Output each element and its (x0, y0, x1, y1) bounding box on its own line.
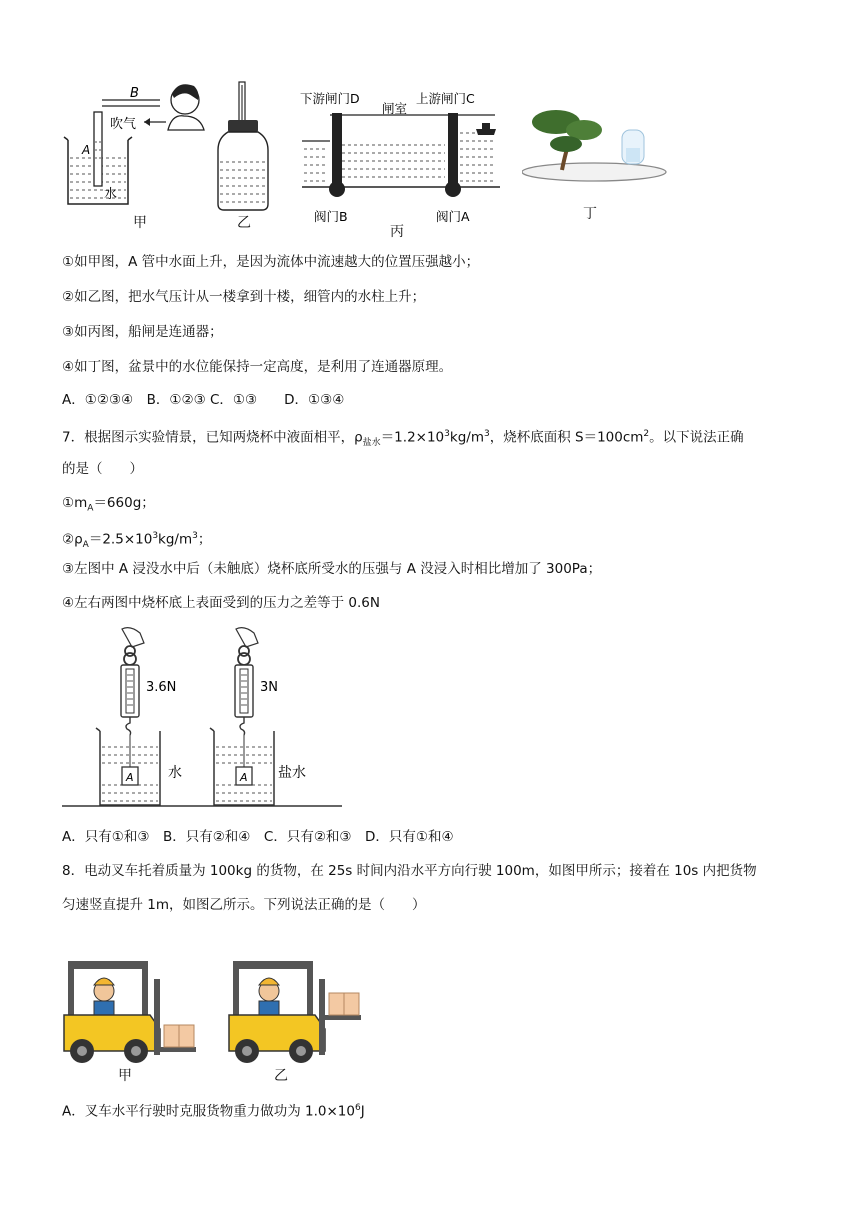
q6-statement-4: ④如丁图，盆景中的水位能保持一定高度，是利用了连通器原理。 (62, 359, 453, 375)
q7-left-block-label: A (126, 771, 134, 784)
q8-stem-line1: 8．电动叉车托着质量为 100kg 的货物，在 25s 时间内沿水平方向行驶 100m，如图甲所示；接着在 10s 内把货物 (62, 863, 757, 879)
bing-valve-A-label: 阀门A (436, 209, 470, 224)
q6-options: A．①②③④ B．①②③ C．①③ D．①③④ (62, 392, 345, 408)
q6-statement-1: ①如甲图，A 管中水面上升，是因为流体中流速越大的位置压强越小； (62, 254, 480, 270)
q7-left-liquid-label: 水 (168, 765, 182, 781)
q7-stem-line2: 的是（ ） (62, 461, 143, 477)
figure-ding-caption: 丁 (583, 206, 597, 222)
bing-lock-label: 闸室 (382, 101, 408, 116)
q7-right-block-label: A (240, 771, 248, 784)
q6-statement-2: ②如乙图，把水气压计从一楼拿到十楼，细管内的水柱上升； (62, 289, 426, 305)
q8-forklift-yi-caption: 乙 (274, 1068, 288, 1084)
q8-forklift-jia-caption: 甲 (118, 1068, 132, 1084)
q7-statement-2: $②\rho_A=2.5\times 10^3kg/m^3$； (62, 531, 212, 551)
q7-statement-1: $①m_A=660g$； (62, 495, 155, 514)
figure-bing-caption: 丙 (390, 224, 404, 240)
q7-statement-4: ④左右两图中烧杯底上表面受到的压力之差等于 0.6N (62, 595, 380, 611)
jia-label-B: B (130, 86, 139, 101)
figure-yi (210, 80, 280, 215)
q8-forklift-jia (60, 955, 210, 1065)
q6-statement-3: ③如丙图，船闸是连通器； (62, 324, 223, 340)
q7-right-reading: 3N (260, 680, 278, 695)
jia-label-A: A (82, 143, 91, 157)
bing-valve-B-label: 阀门B (314, 209, 348, 224)
figure-bing (300, 85, 505, 225)
jia-blow-label: 吹气 (110, 117, 137, 132)
q8-forklift-yi (225, 955, 375, 1065)
bing-gate-D-label: 下游闸门D (300, 91, 360, 106)
q8-option-a: A．叉车水平行驶时克服货物重力做功为 $1.0\times 10^6J$ (62, 1103, 365, 1120)
figure-ding (522, 100, 672, 190)
q7-right-liquid-label: 盐水 (278, 765, 306, 781)
q8-stem-line2: 匀速竖直提升 1m，如图乙所示。下列说法正确的是（ ） (62, 897, 426, 913)
q7-figure (60, 625, 350, 810)
figure-yi-caption: 乙 (237, 215, 251, 231)
q7-left-reading: 3.6N (146, 680, 177, 695)
bing-gate-C-label: 上游闸门C (416, 91, 475, 106)
q7-stem-line1: 7．根据图示实验情景，已知两烧杯中液面相平，$\rho_{盐水}=1.2\times 10^3kg/m^3$，烧杯底面积 $S=100cm^2$。以下说法正确 (62, 429, 744, 449)
q7-statement-3: ③左图中 A 浸没水中后（未触底）烧杯底所受水的压强与 A 没浸入时相比增加了 300Pa； (62, 561, 602, 577)
jia-water-label: 水 (104, 187, 118, 202)
figure-jia-caption: 甲 (133, 215, 147, 231)
figure-jia (60, 70, 220, 230)
q7-options: A．只有①和③ B．只有②和④ C．只有②和③ D．只有①和④ (62, 829, 454, 845)
